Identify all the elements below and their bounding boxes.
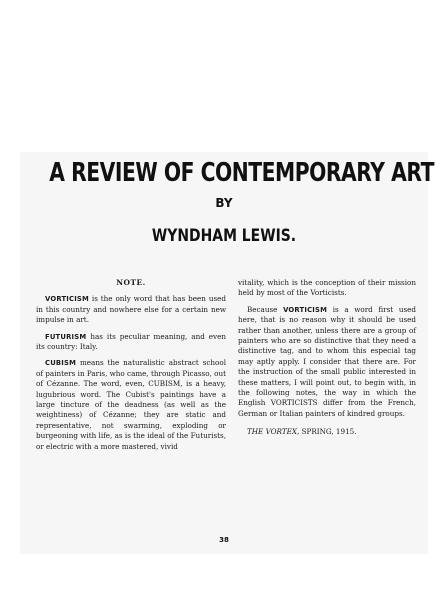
paragraph-text: means the naturalistic abstract school of painters in Paris, who came, through Picasso, out of Cézanne. The word, even, CUBISM, is a heavy, lugubrious word. The Cubist's paintings have a large tincture of the deadness (as well as the weightiness) of Cézanne; they are static and representative, not swarming, exploding or burgeoning with life, as is the ideal of the Futurists, or electric with a more mastered, vivid: [36, 358, 226, 451]
keyword-futurism: FUTURISM: [45, 332, 87, 341]
signature-date: SPRING, 1915.: [299, 427, 357, 437]
keyword-vorticism: VORTICISM: [45, 295, 89, 304]
right-column: [238, 278, 416, 438]
paragraph-lead: Because: [247, 304, 284, 314]
paragraph-because: [238, 305, 416, 419]
paragraph-text: has its peculiar meaning, and even its country: Italy.: [36, 331, 226, 352]
byline-by: BY: [215, 196, 233, 210]
author-name: WYNDHAM LEWIS.: [151, 226, 297, 246]
note-heading: NOTE.: [116, 278, 146, 287]
signature-line: [238, 427, 416, 437]
keyword-vorticism-2: VORTICISM: [283, 305, 328, 314]
left-column: [36, 278, 226, 458]
paragraph-text: is a word first used here, that is no reason why it should be used rather than another, unless there are a group of painters who are so distinctive that they need a distinctive tag, and to whom this especial tag may aptly apply. I consider that there are. For the instruction of the small public interested in these matters, I will point out, to begin with, in the following notes, the way in which the English VORTICISTS differ from the French, German or Italian painters of kindred groups.: [238, 304, 416, 418]
article-title: A REVIEW OF CONTEMPORARY ART: [49, 158, 434, 188]
paragraph-futurism: [36, 332, 226, 353]
page-number: 38: [219, 536, 229, 544]
paragraph-cubism: [36, 358, 226, 452]
paragraph-text: is the only word that has been used in this country and nowhere else for a certain new impulse in art.: [36, 294, 226, 325]
paragraph-continued: vitality, which is the conception of their mission held by most of the Vorticists.: [238, 278, 416, 298]
paragraph-vorticism: [36, 294, 226, 325]
keyword-cubism: CUBISM: [45, 359, 77, 368]
signature-source: THE VORTEX,: [247, 427, 300, 437]
